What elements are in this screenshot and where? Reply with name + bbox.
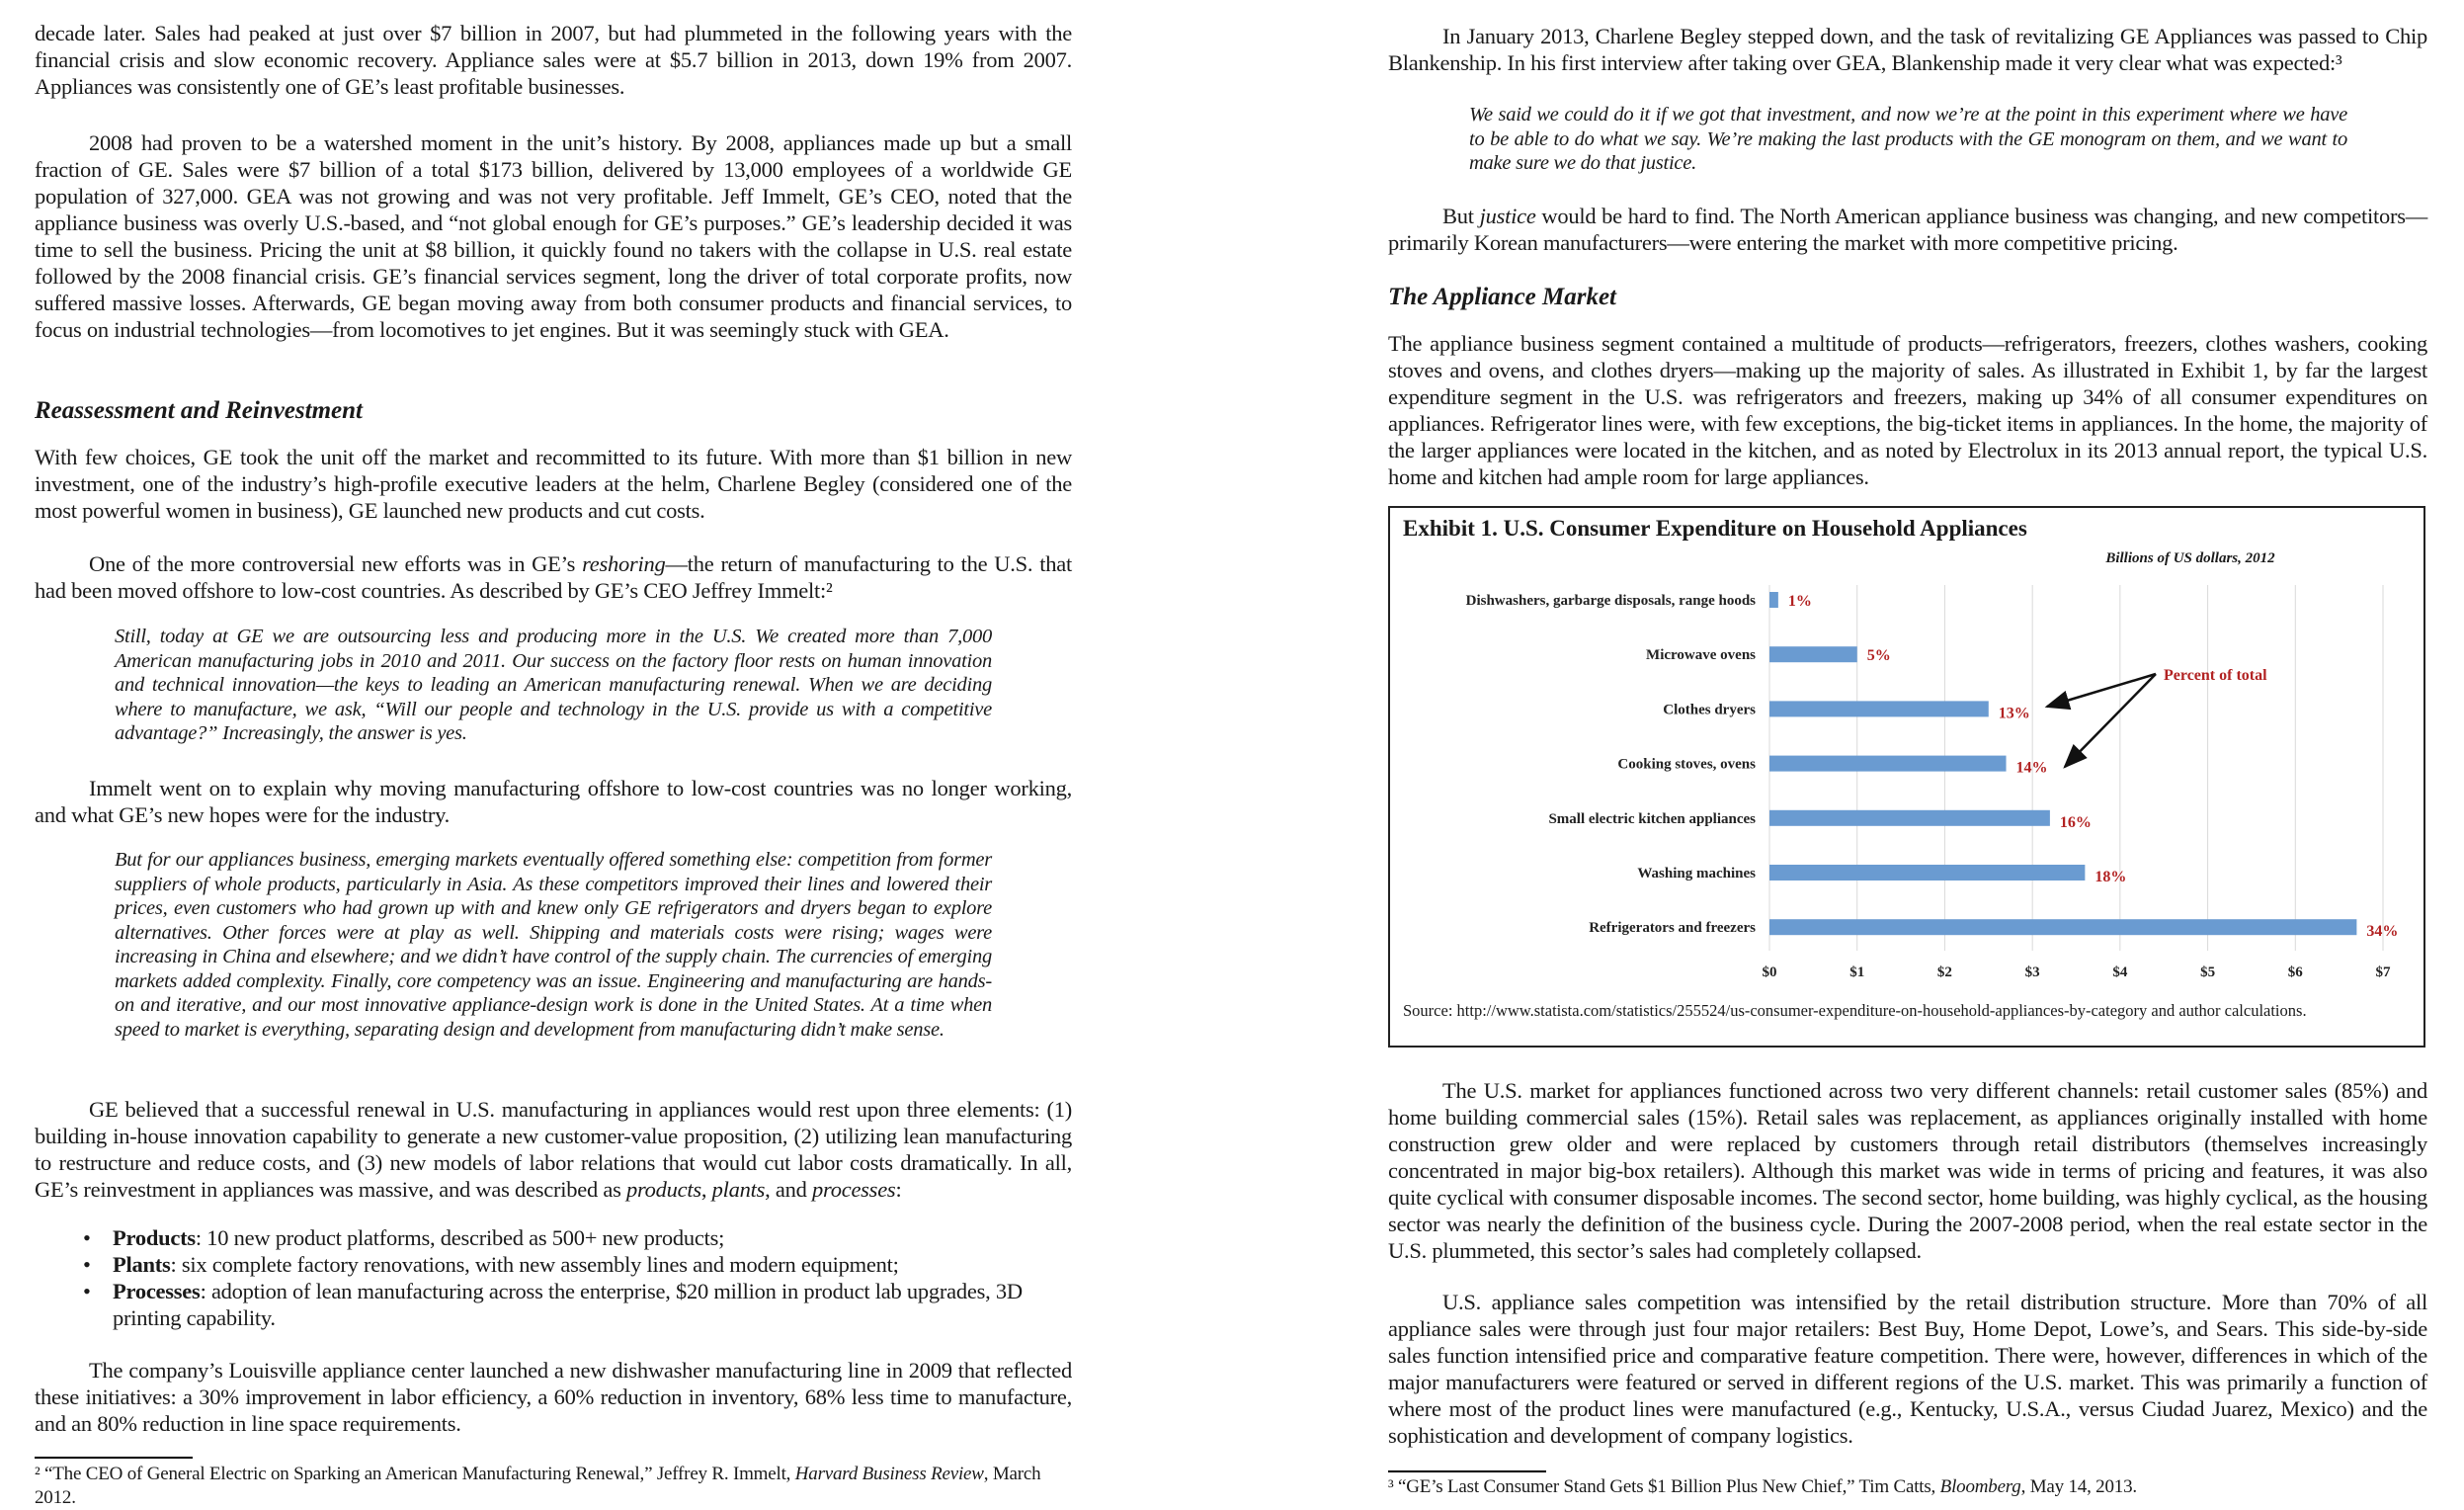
paragraph: The appliance business segment contained a multitude of products—refrigerators, freezers, clothes washers, cooking stoves and ovens, and clothes dryers—making up the majority of sales. As illustrated in Exhibit 1, by far the largest expenditure segment in the U.S. was refrigerators and freezers, making up 34% of all consumer expenditures on appliances. Refrigerator lines were, with few exceptions, the big-ticket items in appliances. In the home, the majority of the larger appliances were located in the kitchen, and as noted by Electrolux in its 2013 annual report, the typical U.S. home and kitchen had ample room for large appliances. [1388,331,2427,489]
text: ³ “GE’s Last Consumer Stand Gets $1 Billion Plus New Chief,” Tim Catts, [1388,1476,1940,1497]
bullet-text: : 10 new product platforms, described as 500+ new products; [195,1225,725,1250]
x-tick-label: $7 [2375,965,2391,980]
x-tick-label: $6 [2287,965,2303,980]
text: , [700,1177,712,1202]
data-label: 14% [2015,759,2048,777]
italic-text: reshoring [582,551,666,576]
italic-text: Bloomberg [1939,1476,2021,1497]
category-label: Microwave ovens [1646,647,1756,664]
list-item [69,1251,1072,1278]
paragraph [1388,203,2427,256]
text: One of the more controversial new efforts was in GE’s [89,551,583,576]
data-label: 5% [1866,647,1891,665]
bullet-text: : six complete factory renovations, with new assembly lines and modern equipment; [170,1252,899,1277]
paragraph: decade later. Sales had peaked at just over $7 billion in 2007, but had plummeted in the following years with the financial crisis and slow economic recovery. Appliance sales were at $5.7 billion in 2013, down 19% from 2007. Appliances was consistently one of GE’s least profitable businesses. [35,21,1072,99]
italic-text: Harvard Business Review [794,1464,984,1484]
paragraph: The company’s Louisville appliance center launched a new dishwasher manufacturing line in 2009 that reflected these initiatives: a 30% improvement in labor efficiency, a 60% reduction in inventory, 68% less time to manufacture, and an 80% reduction in line space requirements. [35,1358,1072,1436]
bullet-term: Plants [113,1252,171,1277]
italic-text: products [625,1177,701,1202]
x-tick-label: $4 [2112,965,2128,980]
bar [1769,701,1989,716]
x-tick-label: $5 [2200,965,2216,980]
bar [1769,919,2356,935]
bullet-text: : adoption of lean manufacturing across the enterprise, $20 million in product lab upgrades, 3D printing capability. [113,1279,1023,1330]
data-label: 16% [2059,813,2092,831]
bar [1769,592,1778,608]
paragraph: U.S. appliance sales competition was intensified by the retail distribution structure. More than 70% of all appliance sales were through just four major retailers: Best Buy, Home Depot, Lowe’s, and Sears. This side-by-side sales function intensified price and comparative feature competition. There were, however, differences in which of the major manufacturers were featured or served in different regions of the U.S. market. This was primarily a function of where most of the product lines were manufactured (e.g., Kentucky, U.S.A., versus Ciudad Juarez, Mexico) and the sophistication and development of company logistics. [1388,1290,2427,1448]
category-label: Small electric kitchen appliances [1548,810,1756,827]
bullet-term: Processes [113,1279,201,1303]
text: , May 14, 2013. [2020,1476,2137,1497]
text: But [1442,204,1480,228]
chart-plot [1390,508,2423,1002]
italic-text: processes [812,1177,896,1202]
block-quote: We said we could do it if we got that investment, and now we’re at the point in this experiment where we have to be able to do what we say. We’re making the last products with the GE monogram on them, and we want to make sure we do that justice. [1469,104,2347,174]
chart-subtitle: Billions of US dollars, 2012 [2105,550,2275,566]
category-label: Clothes dryers [1663,702,1756,718]
bullet-list [69,1224,1072,1331]
category-label: Cooking stoves, ovens [1617,756,1756,773]
section-heading: Reassessment and Reinvestment [35,397,363,424]
bar [1769,865,2085,881]
data-label: 1% [1787,593,1812,610]
text: —the return of manufacturing to the U.S. that had been moved offshore to low-cost countries. As described by GE’s CEO Jeffrey Immelt:² [35,551,1072,603]
footnote-rule [1388,1470,1546,1472]
bar [1769,646,1857,662]
text: : [895,1177,902,1202]
paragraph: Immelt went on to explain why moving manufacturing offshore to low-cost countries was no longer working, and what GE’s new hopes were for the industry. [35,776,1072,827]
block-quote: But for our appliances business, emerging markets eventually offered something else: competition from former suppliers of whole products, particularly in Asia. As these competitors improved their lines and lowered their prices, even customers who had grown up with and knew only GE refrigerators and dryers began to explore alternatives. Other forces were at play as well. Shipping and materials costs were rising; wages were increasing in China and elsewhere; and we didn’t have control of the supply chain. The currencies of emerging markets added complexity. Finally, core competency was an issue. Engineering and manufacturing are hands-on and iterative, and our most innovative appliance-design work is done in the United States. At a time when speed to market is everything, separating design and development from manufacturing didn’t make sense. [115,849,992,1041]
chart-title: Exhibit 1. U.S. Consumer Expenditure on Household Appliances [1403,516,2027,541]
paragraph: With few choices, GE took the unit off the market and recommitted to its future. With more than $1 billion in new investment, one of the industry’s high-profile executive leaders at the helm, Charlene Begley (considered one of the most powerful women in business), GE launched new products and cut costs. [35,445,1072,523]
text: GE believed that a successful renewal in U.S. manufacturing in appliances would rest upon three elements: (1) building in-house innovation capability to generate a new customer-value proposition, (2) utilizing lean manufacturing to restructure and reduce costs, and (3) new models of labor relations that would cut labor costs dramatically. In all, GE’s reinvestment in appliances was massive, and was described as [35,1097,1072,1202]
x-tick-label: $3 [2024,965,2040,980]
list-item [69,1278,1072,1331]
annotation-label: Percent of total [2164,667,2267,684]
text: , and [765,1177,813,1202]
italic-text: plants [711,1177,766,1202]
paragraph: In January 2013, Charlene Begley stepped down, and the task of revitalizing GE Appliances was passed to Chip Blankenship. In his first interview after taking over GEA, Blankenship made it very clear what was expected:³ [1388,24,2427,75]
data-label: 18% [2094,869,2127,885]
footnote [1388,1475,2427,1499]
paragraph: The U.S. market for appliances functioned across two very different channels: retail customer sales (85%) and home building commercial sales (15%). Retail sales was replacement, as appliances originally installed with home construction grew older and were replaced by customers through retail distributors (themselves increasingly concentrated in major big-box retailers). Although this market was wide in terms of pricing and features, it was also quite cyclical with consumer disposable incomes. The second sector, home building, was highly cyclical, as the housing sector was nearly the definition of the business cycle. During the 2007-2008 period, when the real estate sector in the U.S. plummeted, this sector’s sales had completely collapsed. [1388,1078,2427,1263]
bullet-term: Products [113,1225,196,1250]
text: ² “The CEO of General Electric on Sparking an American Manufacturing Renewal,” Jeffrey R. Immelt, [35,1464,795,1484]
data-label: 34% [2366,923,2399,941]
category-label: Dishwashers, garbarge disposals, range hoods [1465,593,1756,609]
list-item [69,1224,1072,1251]
section-heading: The Appliance Market [1388,284,1617,310]
x-tick-label: $0 [1762,965,1777,980]
category-label: Washing machines [1637,866,1756,881]
paragraph [35,1096,1072,1203]
data-label: 13% [1998,705,2030,722]
text: , March 2012. [35,1464,1041,1508]
category-label: Refrigerators and freezers [1589,920,1756,937]
bar [1769,756,2007,772]
footnote [35,1463,1072,1510]
bar [1769,810,2050,826]
paragraph [35,550,1072,604]
exhibit-1-chart [1388,506,2425,1048]
x-tick-label: $2 [1936,965,1952,980]
italic-text: justice [1479,204,1536,228]
chart-source: Source: http://www.statista.com/statistics/255524/us-consumer-expenditure-on-household-appliances-by-category and author calculations. [1403,1001,2307,1020]
text: would be hard to find. The North American appliance business was changing, and new competitors—primarily Korean manufacturers—were entering the market with more competitive pricing. [1388,204,2428,255]
footnote-rule [35,1457,193,1459]
x-tick-label: $1 [1849,965,1865,980]
paragraph: 2008 had proven to be a watershed moment in the unit’s history. By 2008, appliances made up but a small fraction of GE. Sales were $7 billion of a total $173 billion, delivered by 13,000 employees of a worldwide GE population of 327,000. GEA was not growing and was not very profitable. Jeff Immelt, GE’s CEO, noted that the appliance business was overly U.S.-based, and “not global enough for GE’s purposes.” GE’s leadership decided it was time to sell the business. Pricing the unit at $8 billion, it quickly found no takers with the collapse in U.S. real estate followed by the 2008 financial crisis. GE’s financial services segment, long the driver of total corporate profits, now suffered massive losses. Afterwards, GE began moving away from both consumer products and financial services, to focus on industrial technologies—from locomotives to jet engines. But it was seemingly stuck with GEA. [35,130,1072,342]
block-quote: Still, today at GE we are outsourcing less and producing more in the U.S. We created more than 7,000 American manufacturing jobs in 2010 and 2011. Our success on the factory floor rests on human innovation and technical innovation—the keys to leading an American manufacturing renewal. When we are deciding where to manufacture, we ask, “Will our people and technology in the U.S. provide us with a competitive advantage?” Increasingly, the answer is yes. [115,626,992,744]
